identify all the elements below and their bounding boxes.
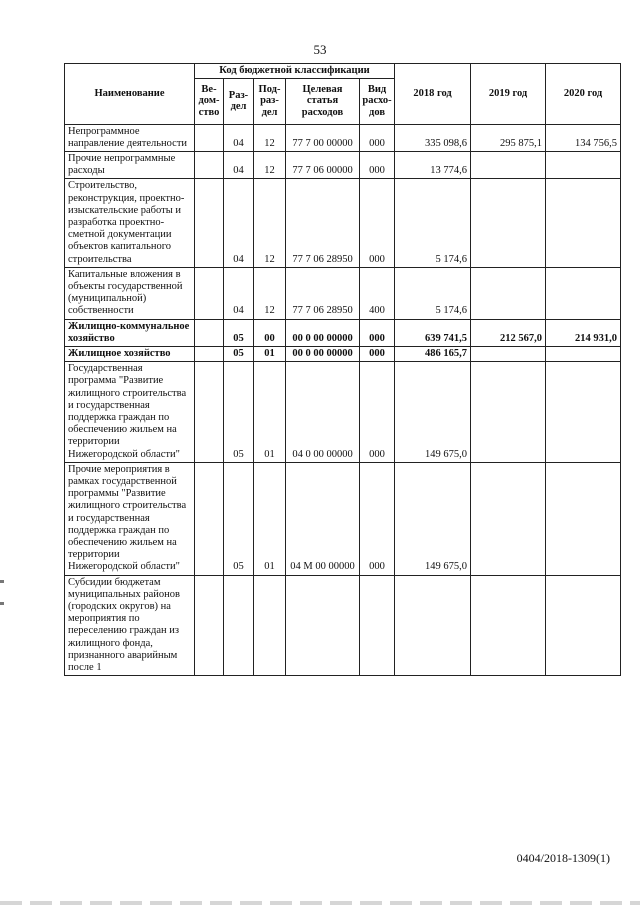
cell-2020: [546, 346, 621, 361]
cell-2018: 5 174,6: [395, 179, 471, 267]
table-row: [65, 267, 621, 319]
cell-2020: [546, 462, 621, 575]
header-target: Целевая статья расходов: [286, 78, 360, 124]
cell-podrazdel: 12: [254, 267, 286, 319]
table-row: [65, 124, 621, 151]
cell-name: Субсидии бюджетам муниципальных районов (городских округов) на мероприятия по переселению граждан из жилищного фонда, признанного аварийным после 1: [65, 575, 195, 676]
cell-podrazdel: [254, 575, 286, 676]
cell-vid: 000: [360, 346, 395, 361]
cell-target: 77 7 06 00000: [286, 151, 360, 178]
cell-name: Жилищно-коммунальное хозяйство: [65, 319, 195, 346]
cell-target: [286, 575, 360, 676]
scan-mark: [0, 580, 4, 583]
table-row: [65, 462, 621, 575]
cell-podrazdel: 12: [254, 151, 286, 178]
cell-vedomstvo: [195, 124, 224, 151]
cell-2018: 639 741,5: [395, 319, 471, 346]
header-2019: 2019 год: [471, 64, 546, 125]
cell-razdel: 05: [224, 346, 254, 361]
table-row: [65, 179, 621, 267]
cell-podrazdel: 01: [254, 462, 286, 575]
cell-target: 77 7 06 28950: [286, 179, 360, 267]
cell-vid: 400: [360, 267, 395, 319]
cell-target: 04 М 00 00000: [286, 462, 360, 575]
table-row: [65, 319, 621, 346]
cell-name: Государственная программа "Развитие жилищного строительства и государственная поддержка граждан по обеспечению жильем на территории Нижегородской области": [65, 362, 195, 463]
cell-razdel: 04: [224, 151, 254, 178]
cell-vedomstvo: [195, 267, 224, 319]
header-vid: Вид расхо- дов: [360, 78, 395, 124]
table-row: [65, 575, 621, 676]
cell-2020: [546, 575, 621, 676]
cell-target: 00 0 00 00000: [286, 346, 360, 361]
cell-2020: 214 931,0: [546, 319, 621, 346]
cell-2018: 335 098,6: [395, 124, 471, 151]
header-name: Наименование: [65, 64, 195, 125]
cell-2018: [395, 575, 471, 676]
cell-name: Прочие непрограммные расходы: [65, 151, 195, 178]
table-row: [65, 362, 621, 463]
cell-vedomstvo: [195, 362, 224, 463]
cell-podrazdel: 01: [254, 362, 286, 463]
cell-razdel: 04: [224, 267, 254, 319]
cell-razdel: 05: [224, 462, 254, 575]
cell-2019: 212 567,0: [471, 319, 546, 346]
cell-podrazdel: 00: [254, 319, 286, 346]
cell-vid: 000: [360, 319, 395, 346]
cell-razdel: 04: [224, 179, 254, 267]
header-razdel: Раз- дел: [224, 78, 254, 124]
cell-2019: [471, 179, 546, 267]
cell-2019: [471, 362, 546, 463]
cell-name: Строительство, реконструкция, проектно-изыскательские работы и разработка проектно-сметной документации объектов капитального строительства: [65, 179, 195, 267]
cell-name: Жилищное хозяйство: [65, 346, 195, 361]
page-number: 53: [313, 42, 327, 57]
cell-2018: 5 174,6: [395, 267, 471, 319]
header-2020: 2020 год: [546, 64, 621, 125]
header-2018: 2018 год: [395, 64, 471, 125]
cell-2018: 486 165,7: [395, 346, 471, 361]
cell-podrazdel: 12: [254, 179, 286, 267]
header-classification: Код бюджетной классификации: [195, 64, 395, 79]
cell-vid: 000: [360, 179, 395, 267]
cell-2018: 13 774,6: [395, 151, 471, 178]
cell-vedomstvo: [195, 462, 224, 575]
scan-mark: [0, 602, 4, 605]
table-row: [65, 151, 621, 178]
header-vedomstvo: Ве- дом- ство: [195, 78, 224, 124]
cell-vedomstvo: [195, 319, 224, 346]
cell-2020: [546, 151, 621, 178]
cell-2019: [471, 267, 546, 319]
cell-target: 00 0 00 00000: [286, 319, 360, 346]
cell-vedomstvo: [195, 346, 224, 361]
cell-name: Прочие мероприятия в рамках государственной программы "Развитие жилищного строительства и государственная поддержка граждан по обеспечению жильем на территории Нижегородской области": [65, 462, 195, 575]
cell-2019: [471, 462, 546, 575]
cell-2020: [546, 267, 621, 319]
table-row: [65, 346, 621, 361]
cell-podrazdel: 01: [254, 346, 286, 361]
cell-podrazdel: 12: [254, 124, 286, 151]
cell-target: 04 0 00 00000: [286, 362, 360, 463]
cell-vedomstvo: [195, 179, 224, 267]
cell-2019: [471, 575, 546, 676]
cell-name: Капитальные вложения в объекты государственной (муниципальной) собственности: [65, 267, 195, 319]
cell-razdel: 05: [224, 319, 254, 346]
cell-2018: 149 675,0: [395, 462, 471, 575]
cell-2019: 295 875,1: [471, 124, 546, 151]
cell-2018: 149 675,0: [395, 362, 471, 463]
cell-vedomstvo: [195, 151, 224, 178]
document-code: 0404/2018-1309(1): [516, 851, 610, 865]
cell-target: 77 7 06 28950: [286, 267, 360, 319]
cell-2020: 134 756,5: [546, 124, 621, 151]
scan-edge: [0, 901, 640, 905]
cell-2020: [546, 179, 621, 267]
cell-vedomstvo: [195, 575, 224, 676]
cell-vid: 000: [360, 124, 395, 151]
cell-2019: [471, 151, 546, 178]
cell-vid: 000: [360, 151, 395, 178]
cell-vid: 000: [360, 462, 395, 575]
cell-razdel: 04: [224, 124, 254, 151]
cell-vid: 000: [360, 362, 395, 463]
cell-2019: [471, 346, 546, 361]
cell-razdel: [224, 575, 254, 676]
cell-2020: [546, 362, 621, 463]
cell-name: Непрограммное направление деятельности: [65, 124, 195, 151]
cell-razdel: 05: [224, 362, 254, 463]
header-podrazdel: Под- раз- дел: [254, 78, 286, 124]
budget-table: [64, 63, 621, 676]
cell-target: 77 7 00 00000: [286, 124, 360, 151]
cell-vid: [360, 575, 395, 676]
